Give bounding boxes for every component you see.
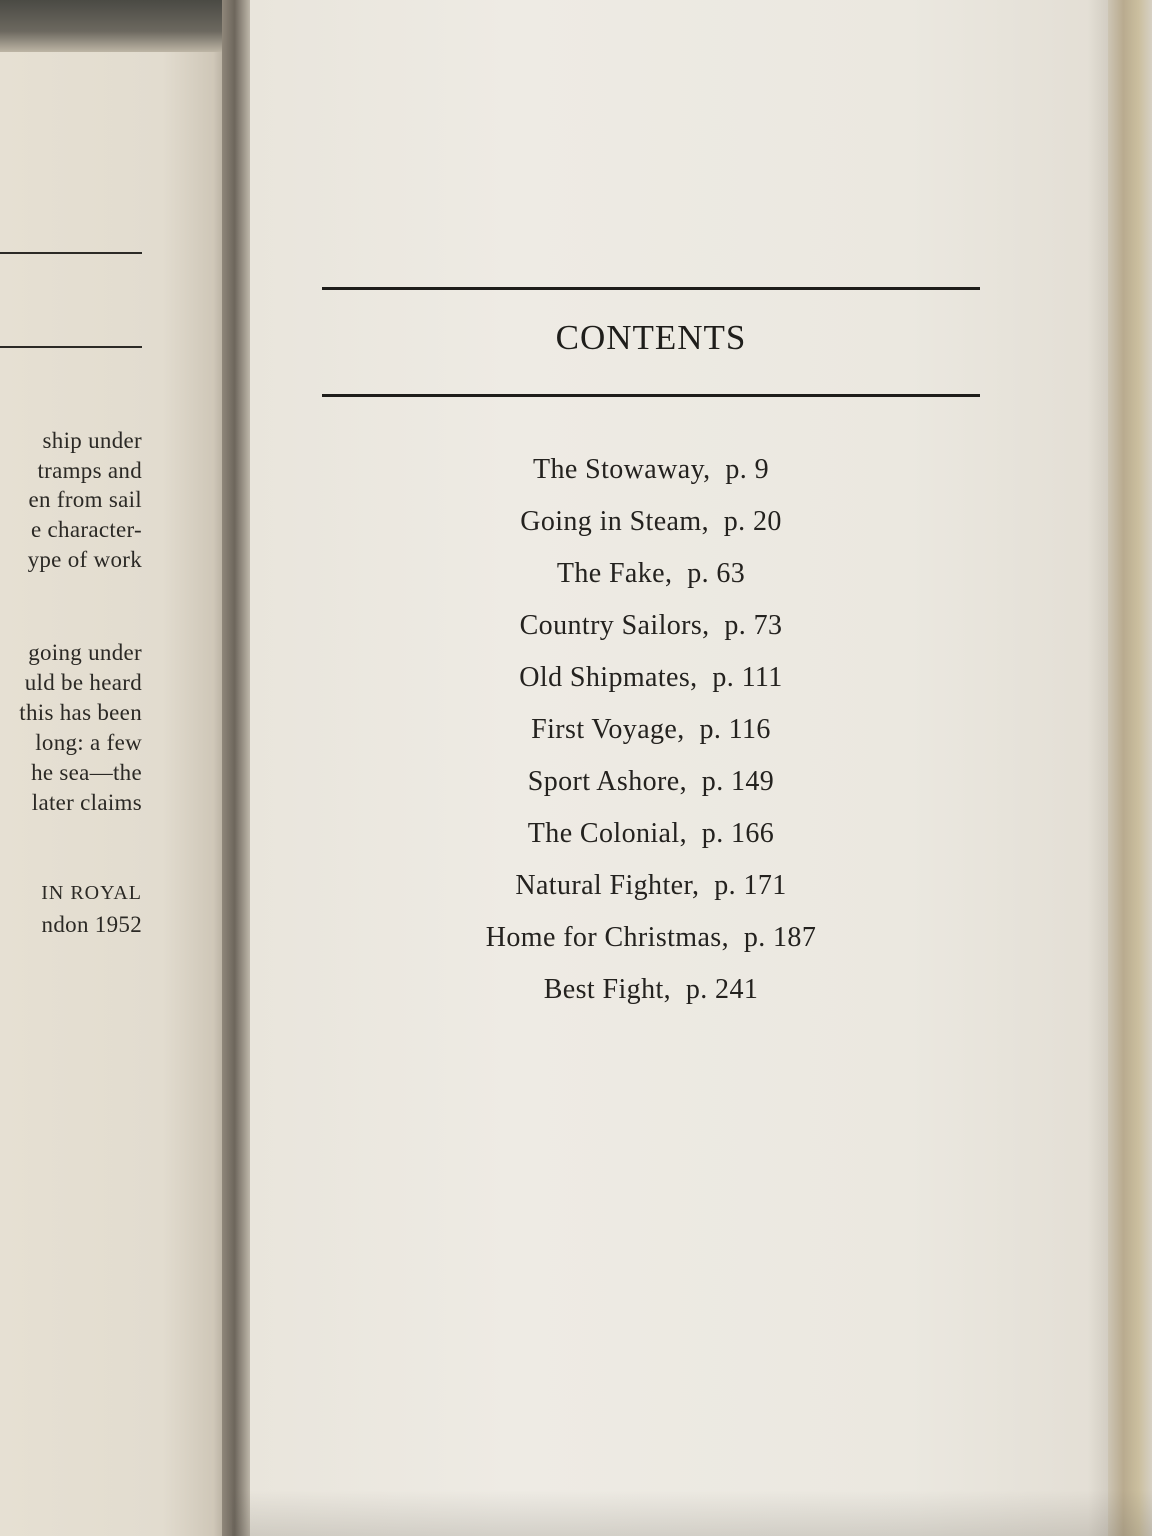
contents-entry: [322, 548, 980, 600]
entry-title: Home for Christmas,: [485, 922, 730, 953]
entry-title: Best Fight,: [543, 974, 672, 1005]
entry-title: Natural Fighter,: [515, 870, 700, 901]
contents-entry: [322, 600, 980, 652]
cover-edge: [1108, 0, 1152, 1536]
left-page-imprint-line: ndon 1952: [41, 912, 142, 937]
left-page-text-line: en from sail: [28, 487, 142, 512]
entry-title: First Voyage,: [531, 714, 685, 745]
entry-page: p. 166: [701, 818, 775, 849]
left-page-text-line: ship under: [42, 428, 142, 453]
left-page-text-line: this has been: [19, 700, 142, 725]
contents-top-rule: [322, 287, 980, 290]
contents-entry: [322, 964, 980, 1016]
left-page-bottom-rule: [0, 346, 142, 348]
left-page-text-line: uld be heard: [24, 670, 142, 695]
entry-title: Old Shipmates,: [519, 662, 698, 693]
entry-page: p. 171: [714, 870, 787, 901]
left-page-cover-edge: [0, 0, 232, 52]
left-page-text-line: e character-: [30, 517, 142, 542]
left-page-text-line: long: a few: [35, 730, 142, 755]
entry-title: Sport Ashore,: [527, 766, 687, 797]
entry-page: p. 63: [687, 558, 746, 589]
entry-title: The Colonial,: [527, 818, 687, 849]
left-page: [0, 0, 232, 1536]
contents-entry: [322, 860, 980, 912]
entry-page: p. 73: [724, 610, 783, 641]
contents-title: CONTENTS: [555, 318, 747, 357]
contents-entry: [322, 756, 980, 808]
bottom-shadow: [232, 1490, 1152, 1536]
entry-page: p. 187: [743, 922, 817, 953]
left-page-top-rule: [0, 252, 142, 254]
entry-title: The Stowaway,: [533, 454, 711, 485]
entry-page: p. 20: [723, 506, 782, 537]
entry-title: Country Sailors,: [519, 610, 710, 641]
contents-entry: [322, 808, 980, 860]
contents-bottom-rule: [322, 394, 980, 397]
contents-entry: [322, 704, 980, 756]
left-page-text-line: going under: [28, 640, 142, 665]
contents-entry: [322, 444, 980, 496]
entry-page: p. 149: [701, 766, 775, 797]
entry-page: p. 116: [699, 714, 771, 745]
entry-page: p. 111: [712, 662, 783, 693]
left-page-text-line: tramps and: [37, 458, 142, 483]
contents-entry: [322, 652, 980, 704]
left-page-text-line: later claims: [31, 790, 142, 815]
left-page-imprint-line: IN ROYAL: [41, 882, 142, 904]
entry-title: The Fake,: [556, 558, 673, 589]
contents-entry: [322, 496, 980, 548]
contents-list: [322, 444, 980, 1016]
contents-entry: [322, 912, 980, 964]
left-page-text-line: ype of work: [27, 547, 142, 572]
left-page-text-line: he sea—the: [31, 760, 142, 785]
entry-page: p. 9: [725, 454, 769, 485]
entry-title: Going in Steam,: [520, 506, 709, 537]
entry-page: p. 241: [685, 974, 759, 1005]
